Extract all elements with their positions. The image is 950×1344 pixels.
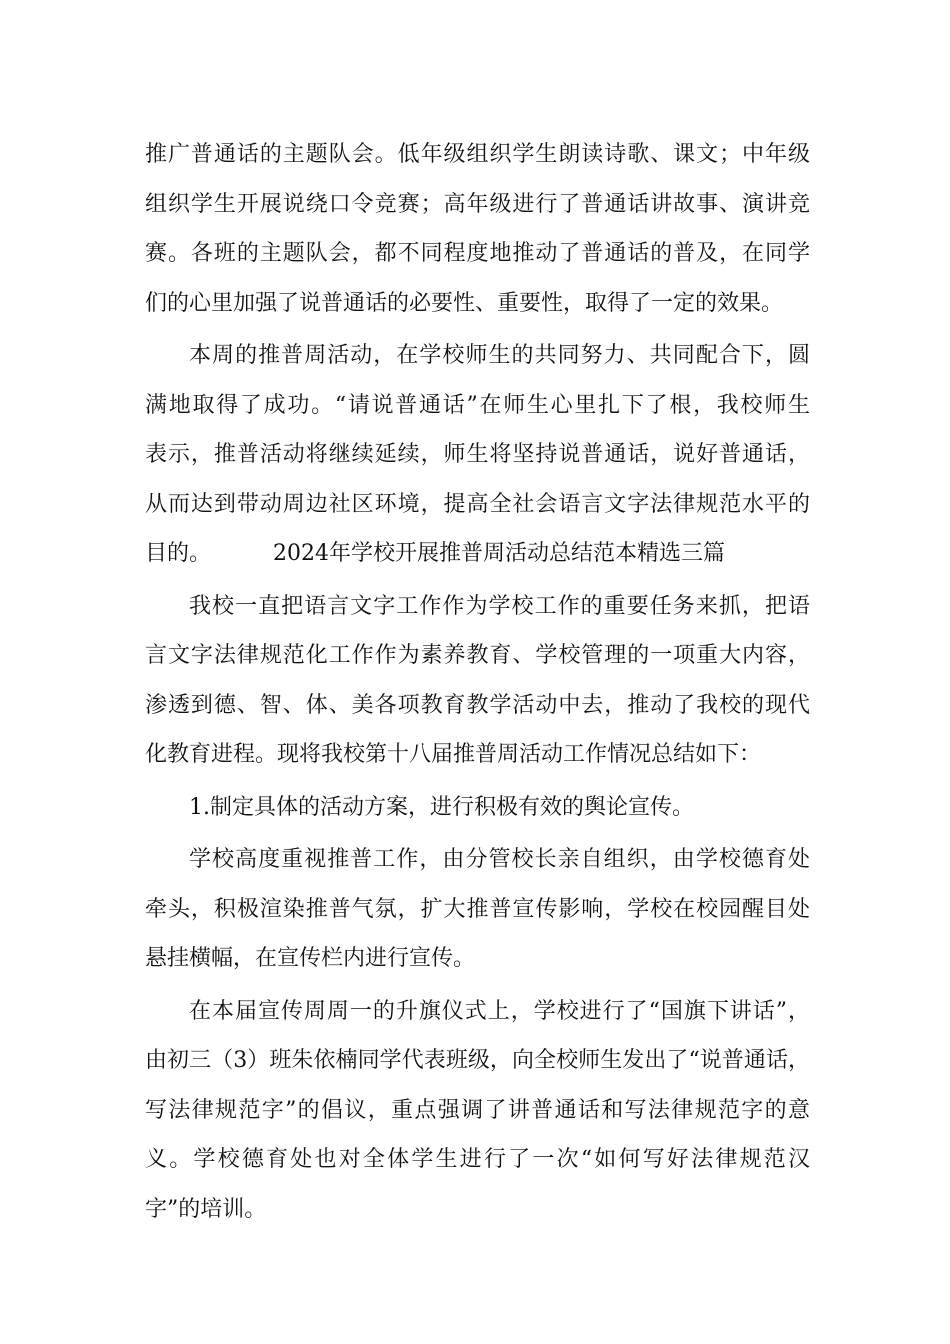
paragraph-introduction	[145, 582, 810, 780]
text-line: 赛。各班的主题队会，都不同程度地推动了普通话的普及，在同学	[145, 241, 810, 266]
text-line: 字”的培训。	[145, 1196, 267, 1222]
text-line: 学校高度重视推普工作，由分管校长亲自组织，由学校德育处	[189, 847, 810, 872]
paragraph-conclusion	[145, 331, 810, 579]
text-line: 由初三（3）班朱依楠同学代表班级，向全校师生发出了“说普通话，	[145, 1048, 810, 1073]
text-line: 言文字法律规范化工作作为素养教育、学校管理的一项重大内容，	[145, 643, 810, 668]
text-line: 表示，推普活动将继续延续，师生将坚持说普通话，说好普通话，	[145, 442, 810, 467]
text-line: 在本届宣传周周一的升旗仪式上，学校进行了“国旗下讲话”，	[189, 998, 810, 1024]
text-line: 悬挂横幅，在宣传栏内进行宣传。	[145, 946, 476, 971]
paragraph-ending: 目的。	[145, 541, 212, 566]
paragraph-flag-ceremony	[145, 987, 810, 1235]
text-line: 们的心里加强了说普通话的必要性、重要性，取得了一定的效果。	[145, 290, 784, 316]
text-line: 本周的推普周活动，在学校师生的共同努力、共同配合下，圆	[189, 343, 810, 368]
text-line: 从而达到带动周边社区环境，提高全社会语言文字法律规范水平的	[145, 491, 810, 517]
document-title: 2024年学校开展推普周活动总结范本精选三篇	[273, 541, 726, 566]
paragraph-publicity	[145, 835, 810, 984]
text-line: 牵头，积极渲染推普气氛，扩大推普宣传影响，学校在校园醒目处	[145, 896, 810, 922]
text-line: 化教育进程。现将我校第十八届推普周活动工作情况总结如下：	[145, 742, 762, 767]
paragraph-theme-meeting	[145, 130, 810, 328]
text-line: 渗透到德、智、体、美各项教育教学活动中去，推动了我校的现代	[145, 692, 810, 718]
text-line: 义。学校德育处也对全体学生进行了一次“如何写好法律规范汉	[145, 1147, 810, 1172]
text-line: 推广普通话的主题队会。低年级组织学生朗读诗歌、课文；中年级	[145, 142, 810, 167]
text-line: 满地取得了成功。“请说普通话”在师生心里扎下了根，我校师生	[145, 392, 810, 418]
text-line: 写法律规范字”的倡议，重点强调了讲普通话和写法律规范字的意	[145, 1097, 810, 1123]
document-body	[145, 130, 810, 1234]
text-line: 组织学生开展说绕口令竞赛；高年级进行了普通话讲故事、演讲竞	[145, 191, 810, 217]
text-line: 1.制定具体的活动方案，进行积极有效的舆论宣传。	[189, 794, 694, 820]
text-line: 我校一直把语言文字工作作为学校工作的重要任务来抓，把语	[189, 593, 810, 619]
section-heading	[145, 783, 810, 833]
text-line	[145, 529, 810, 579]
